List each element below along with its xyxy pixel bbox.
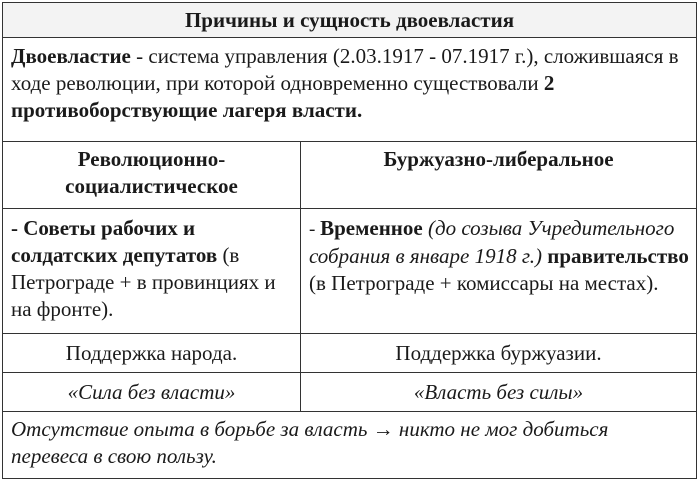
right-org-dash: - [309, 219, 321, 240]
definition-bold-part: 2 противоборствующие лагеря власти. [11, 71, 555, 122]
right-support-cell: Поддержка буржуазии. [301, 334, 697, 373]
table-title: Причины и сущность двоевластия [3, 3, 697, 38]
left-motto-cell: «Сила без власти» [3, 373, 301, 412]
left-column-header: Революционно-социалистическое [3, 142, 301, 209]
right-org-text: (в Петрограде + комиссары на местах). [309, 271, 659, 295]
left-organization-cell [3, 209, 301, 334]
right-org-italic: (до созыва Учредительного собрания в январе 1918 г.) [309, 216, 675, 268]
right-organization-cell [301, 209, 697, 334]
definition-term: Двоевластие [11, 44, 131, 68]
conclusion-cell: Отсутствие опыта в борьбе за власть → никто не мог добиться перевеса в свою пользу. [3, 412, 697, 479]
definition-text: - система управления (2.03.1917 - 07.1917 г.), сложившаяся в ходе революции, при которой одновременно существовали [11, 44, 679, 95]
right-org-bold-1: Временное [320, 216, 423, 240]
dual-power-table [2, 2, 697, 479]
right-org-bold-2: правительство [547, 244, 689, 268]
left-org-text: (в Петрограде + в провинциях и на фронте). [11, 243, 276, 321]
dual-power-table-wrapper [2, 2, 697, 479]
right-column-header: Буржуазно-либеральное [301, 142, 697, 209]
left-support-cell: Поддержка народа. [3, 334, 301, 373]
right-motto-cell: «Власть без силы» [301, 373, 697, 412]
definition-cell [3, 38, 697, 142]
left-org-bold: - Советы рабочих и солдатских депутатов [11, 216, 218, 267]
